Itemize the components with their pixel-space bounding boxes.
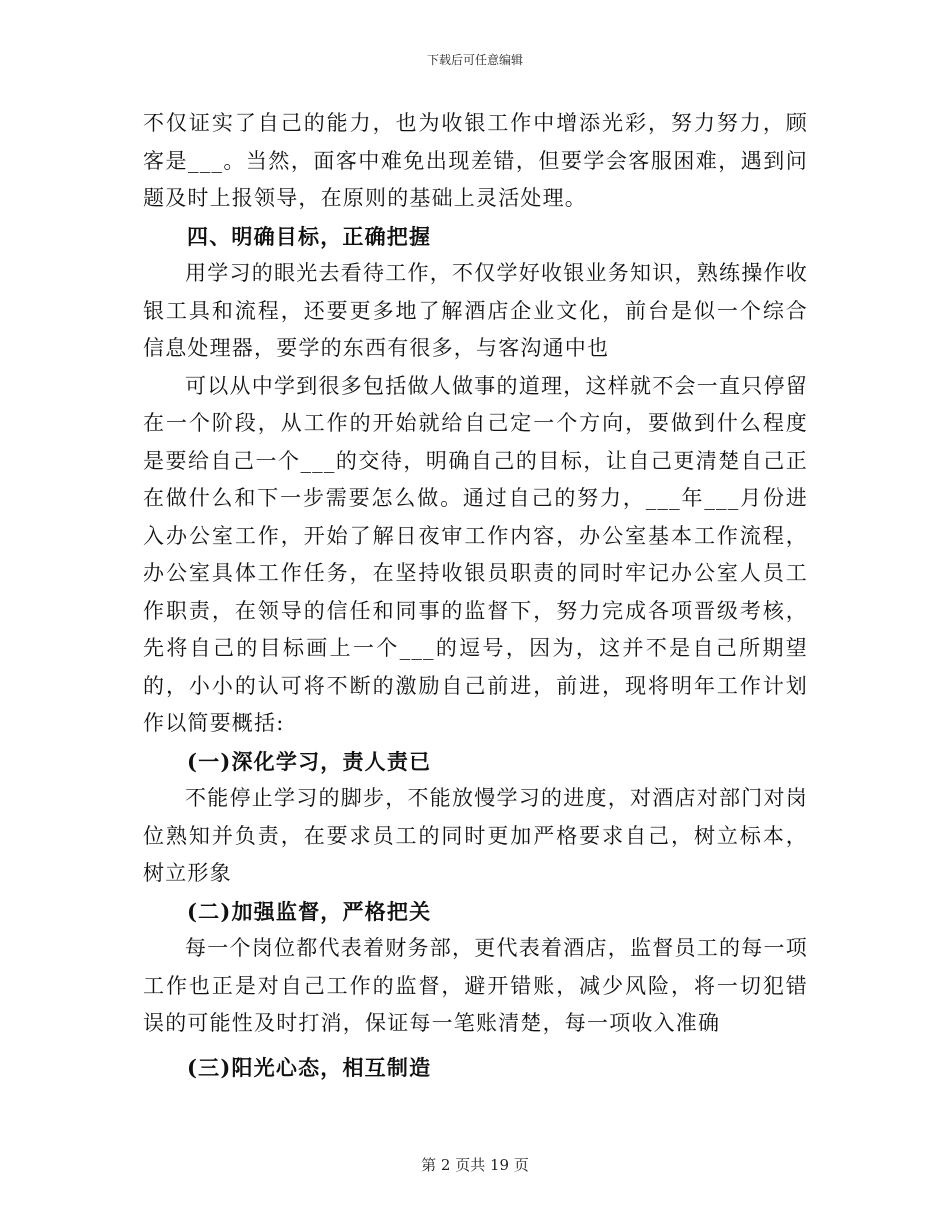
paragraph-deepen-learning: 不能停止学习的脚步，不能放慢学习的进度，对酒店对部门对岗位熟知并负责，在要求员工的同时更加严格要求自己，树立标本，树立形象 <box>143 786 808 885</box>
page-header: 下载后可任意编辑 <box>426 53 523 67</box>
paragraph-continuation: 不仅证实了自己的能力，也为收银工作中增添光彩，努力努力，顾客是___。当然，面客中难免出现差错，但要学会客服困难，遇到问题及时上报领导，在原则的基础上灵活处理。 <box>143 111 808 210</box>
section-heading-4: 四、明确目标，正确把握 <box>187 223 432 249</box>
subsection-heading-3: (三)阳光心态，相互制造 <box>187 1054 432 1080</box>
subsection-heading-1: (一)深化学习，责人责已 <box>187 748 432 774</box>
page-footer: 第 2 页共 19 页 <box>421 1156 529 1174</box>
paragraph-study-work: 用学习的眼光去看待工作，不仅学好收银业务知识，熟练操作收银工具和流程，还要更多地了解酒店企业文化，前台是似一个综合信息处理器，要学的东西有很多，与客沟通中也 <box>143 261 808 360</box>
document-body <box>143 105 808 1086</box>
paragraph-supervision: 每一个岗位都代表着财务部，更代表着酒店，监督员工的每一项工作也正是对自己工作的监督，避开错账，减少风险，将一切犯错误的可能性及时打消，保证每一笔账清楚，每一项收入准确 <box>143 936 808 1035</box>
paragraph-learn-from-work: 可以从中学到很多包括做人做事的道理，这样就不会一直只停留在一个阶段，从工作的开始就给自己定一个方向，要做到什么程度是要给自己一个___的交待，明确自己的目标，让自己更清楚自己正在做什么和下一步需要怎么做。通过自己的努力，___年___月份进入办公室工作，开始了解日夜审工作内容，办公室基本工作流程，办公室具体工作任务，在坚持收银员职责的同时牢记办公室人员工作职责，在领导的信任和同事的监督下，努力完成各项晋级考核，先将自己的目标画上一个___的逗号，因为，这并不是自己所期望的，小小的认可将不断的激励自己前进，前进，现将明年工作计划作以简要概括: <box>143 373 808 735</box>
subsection-heading-2: (二)加强监督，严格把关 <box>187 898 432 924</box>
